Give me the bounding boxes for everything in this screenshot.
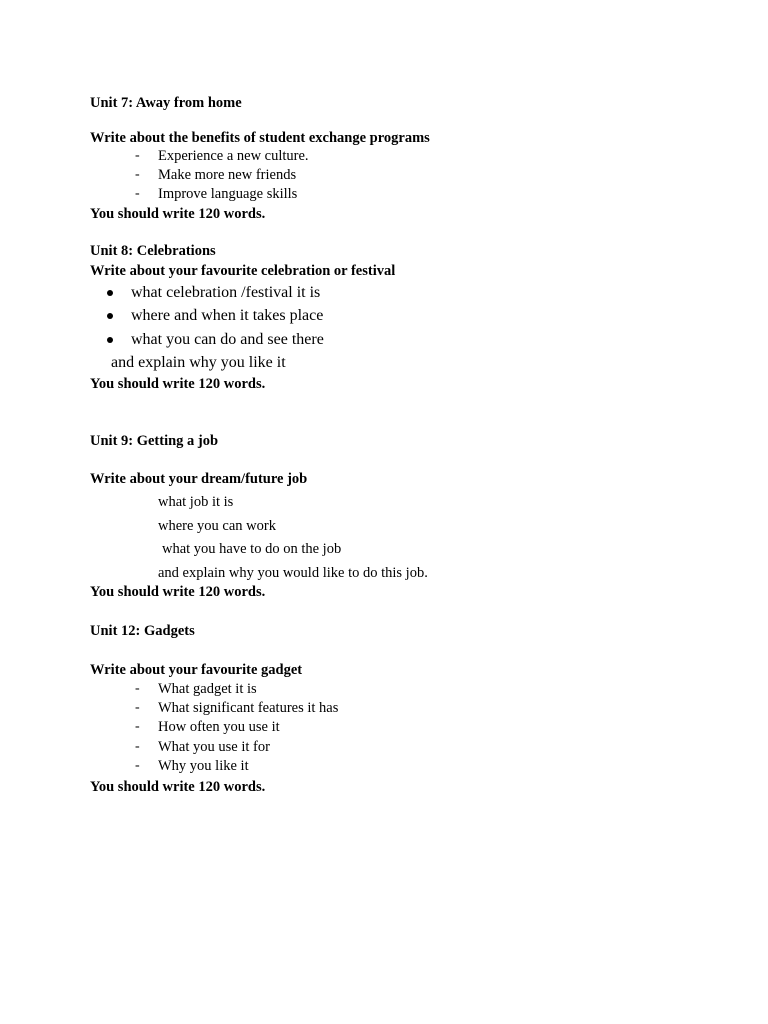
unit12-item: What gadget it is (158, 681, 257, 697)
unit9-prompt: Write about your dream/future job (90, 471, 308, 487)
list-dash: - (135, 681, 140, 696)
unit12-item: How often you use it (158, 719, 280, 735)
list-dash: - (135, 700, 140, 715)
bullet-icon (107, 313, 113, 319)
unit12-requirement: You should write 120 words. (90, 779, 266, 795)
unit8-prompt: Write about your favourite celebration or festival (90, 263, 396, 279)
unit12-heading: Unit 12: Gadgets (90, 623, 195, 639)
unit8-requirement: You should write 120 words. (90, 376, 266, 392)
unit9-item: what job it is (158, 494, 234, 510)
list-dash: - (135, 758, 140, 773)
unit7-item: Make more new friends (158, 167, 297, 183)
list-dash: - (135, 186, 140, 201)
unit12-item: What you use it for (158, 739, 270, 755)
unit7-requirement: You should write 120 words. (90, 206, 266, 222)
list-dash: - (135, 167, 140, 182)
unit12-item: What significant features it has (158, 700, 339, 716)
list-dash: - (135, 719, 140, 734)
unit7-item: Improve language skills (158, 186, 298, 202)
unit9-heading: Unit 9: Getting a job (90, 433, 219, 449)
unit7-item: Experience a new culture. (158, 148, 309, 164)
unit8-item: where and when it takes place (131, 307, 324, 324)
unit9-requirement: You should write 120 words. (90, 584, 266, 600)
list-dash: - (135, 148, 140, 163)
unit12-prompt: Write about your favourite gadget (90, 662, 303, 678)
unit8-extra: and explain why you like it (111, 354, 286, 371)
unit8-heading: Unit 8: Celebrations (90, 243, 216, 259)
unit9-item: what you have to do on the job (162, 541, 342, 557)
unit7-prompt: Write about the benefits of student exchange programs (90, 130, 430, 146)
unit12-item: Why you like it (158, 758, 249, 774)
bullet-icon (107, 290, 113, 296)
unit9-item: and explain why you would like to do this job. (158, 565, 428, 581)
unit9-item: where you can work (158, 518, 276, 534)
list-dash: - (135, 739, 140, 754)
unit8-item: what you can do and see there (131, 331, 324, 348)
bullet-icon (107, 337, 113, 343)
unit8-item: what celebration /festival it is (131, 284, 321, 301)
unit7-heading: Unit 7: Away from home (90, 95, 242, 111)
